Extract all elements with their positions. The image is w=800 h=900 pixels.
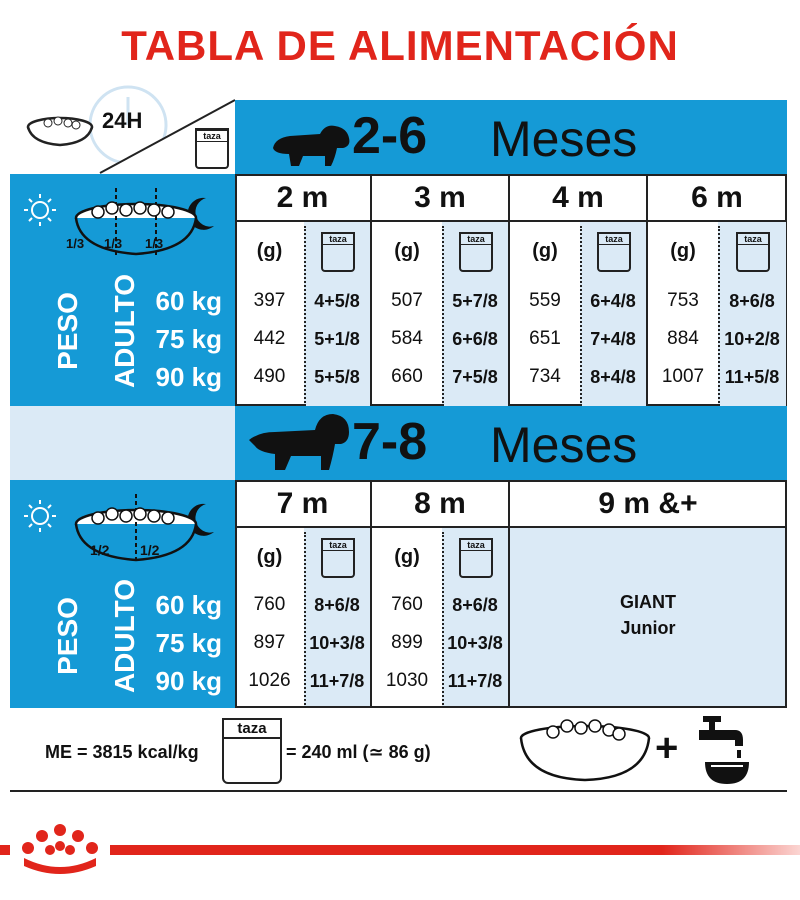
section2-meses: Meses <box>490 417 638 473</box>
grams-label: (g) <box>394 545 420 568</box>
cup-icon: taza <box>736 232 770 272</box>
cup-value: 11+7/8 <box>309 670 365 691</box>
peso-label: PESO <box>52 597 83 675</box>
month-9m-plus: 9 m &+ <box>598 487 698 520</box>
grams-value: 734 <box>529 366 561 387</box>
cup-icon: taza <box>597 232 631 272</box>
grams-value: 760 <box>391 594 423 615</box>
cup-icon: taza <box>459 232 493 272</box>
adulto-label: ADULTO <box>109 273 140 389</box>
month-7m: 7 m <box>276 487 329 520</box>
next-product-line2: Junior <box>620 617 676 638</box>
grams-value: 899 <box>391 632 423 653</box>
adulto-label: ADULTO <box>109 578 140 694</box>
section2-age: 7-8 <box>352 413 428 471</box>
month-3m: 3 m <box>414 181 466 214</box>
puppy-icon <box>265 118 355 170</box>
grams-value: 507 <box>391 290 423 311</box>
grams-value: 884 <box>667 328 699 349</box>
cup-value: 8+6/8 <box>452 594 498 615</box>
weight-75: 75 kg <box>155 323 222 354</box>
month-8m: 8 m <box>414 487 466 520</box>
cup-value: 4+5/8 <box>314 290 360 311</box>
cup-value: 8+6/8 <box>729 290 775 311</box>
cup-value: 11+7/8 <box>447 670 503 691</box>
grams-value: 1030 <box>385 670 429 691</box>
bowl-fraction-1: 1/2 <box>90 542 110 558</box>
cup-value: 10+3/8 <box>309 632 365 653</box>
section2-left-band <box>10 406 235 480</box>
bowl-fraction-2: 1/3 <box>104 236 123 251</box>
cup-value: 11+5/8 <box>724 366 780 387</box>
grams-label: (g) <box>670 239 696 262</box>
cup-icon: taza <box>321 232 355 272</box>
grams-label: (g) <box>532 239 558 262</box>
month-4m: 4 m <box>552 181 604 214</box>
royal-crown-logo <box>10 820 110 880</box>
cup-icon: taza <box>459 538 493 578</box>
grams-value: 897 <box>253 632 286 653</box>
grams-value: 1026 <box>248 670 291 691</box>
cup-icon: taza <box>321 538 355 578</box>
section2-bowl-icon <box>18 486 228 571</box>
section1-bowl-icon <box>18 180 228 265</box>
cup-value: 5+1/8 <box>314 328 360 349</box>
peso-label: PESO <box>52 292 83 370</box>
page-title: TABLA DE ALIMENTACIÓN <box>121 22 679 69</box>
weight-60: 60 kg <box>155 285 222 316</box>
dog-icon <box>245 410 355 476</box>
cup-value: 6+6/8 <box>452 328 498 349</box>
bowl-icon <box>515 712 655 784</box>
label-24h: 24H <box>102 108 143 133</box>
cup-icon: taza <box>222 718 282 784</box>
me-label: ME = 3815 kcal/kg <box>45 742 199 762</box>
grams-label: (g) <box>394 239 420 262</box>
grams-value: 397 <box>253 290 286 311</box>
grams-value: 490 <box>253 366 286 387</box>
month-2m: 2 m <box>276 181 329 214</box>
section1-meses: Meses <box>490 111 638 167</box>
cup-value: 10+3/8 <box>447 632 503 653</box>
grams-label: (g) <box>256 239 283 262</box>
cup-value: 5+5/8 <box>314 366 360 387</box>
cup-value: 7+5/8 <box>452 366 498 387</box>
grams-value: 442 <box>253 328 286 349</box>
grams-value: 660 <box>391 366 423 387</box>
weight-90: 90 kg <box>155 665 222 696</box>
grams-value: 559 <box>529 290 561 311</box>
brand-bar-left <box>0 845 10 855</box>
cup-icon: taza <box>195 128 229 169</box>
next-product-line1: GIANT <box>620 591 676 612</box>
grams-value: 584 <box>391 328 423 349</box>
grams-value: 1007 <box>661 366 705 387</box>
cup-equivalence: = 240 ml (≃ 86 g) <box>286 742 431 762</box>
bowl-fraction-2: 1/2 <box>140 542 160 558</box>
bowl-fraction-1: 1/3 <box>66 236 85 251</box>
cup-value: 8+4/8 <box>590 366 636 387</box>
cup-value: 7+4/8 <box>590 328 636 349</box>
cup-value: 10+2/8 <box>724 328 780 349</box>
weight-90: 90 kg <box>155 361 222 392</box>
grams-label: (g) <box>256 545 283 568</box>
brand-bar <box>110 845 800 855</box>
cup-value: 8+6/8 <box>314 594 360 615</box>
grams-value: 651 <box>529 328 561 349</box>
plus-sign: + <box>655 726 679 770</box>
grams-value: 760 <box>253 594 286 615</box>
month-6m: 6 m <box>691 181 743 214</box>
grams-value: 753 <box>667 290 699 311</box>
cup-value: 5+7/8 <box>452 290 498 311</box>
bowl-fraction-3: 1/3 <box>145 236 164 251</box>
section1-age: 2-6 <box>352 107 428 165</box>
water-tap-icon <box>695 712 755 788</box>
cup-value: 6+4/8 <box>590 290 636 311</box>
weight-60: 60 kg <box>155 589 222 620</box>
weight-75: 75 kg <box>155 627 222 658</box>
